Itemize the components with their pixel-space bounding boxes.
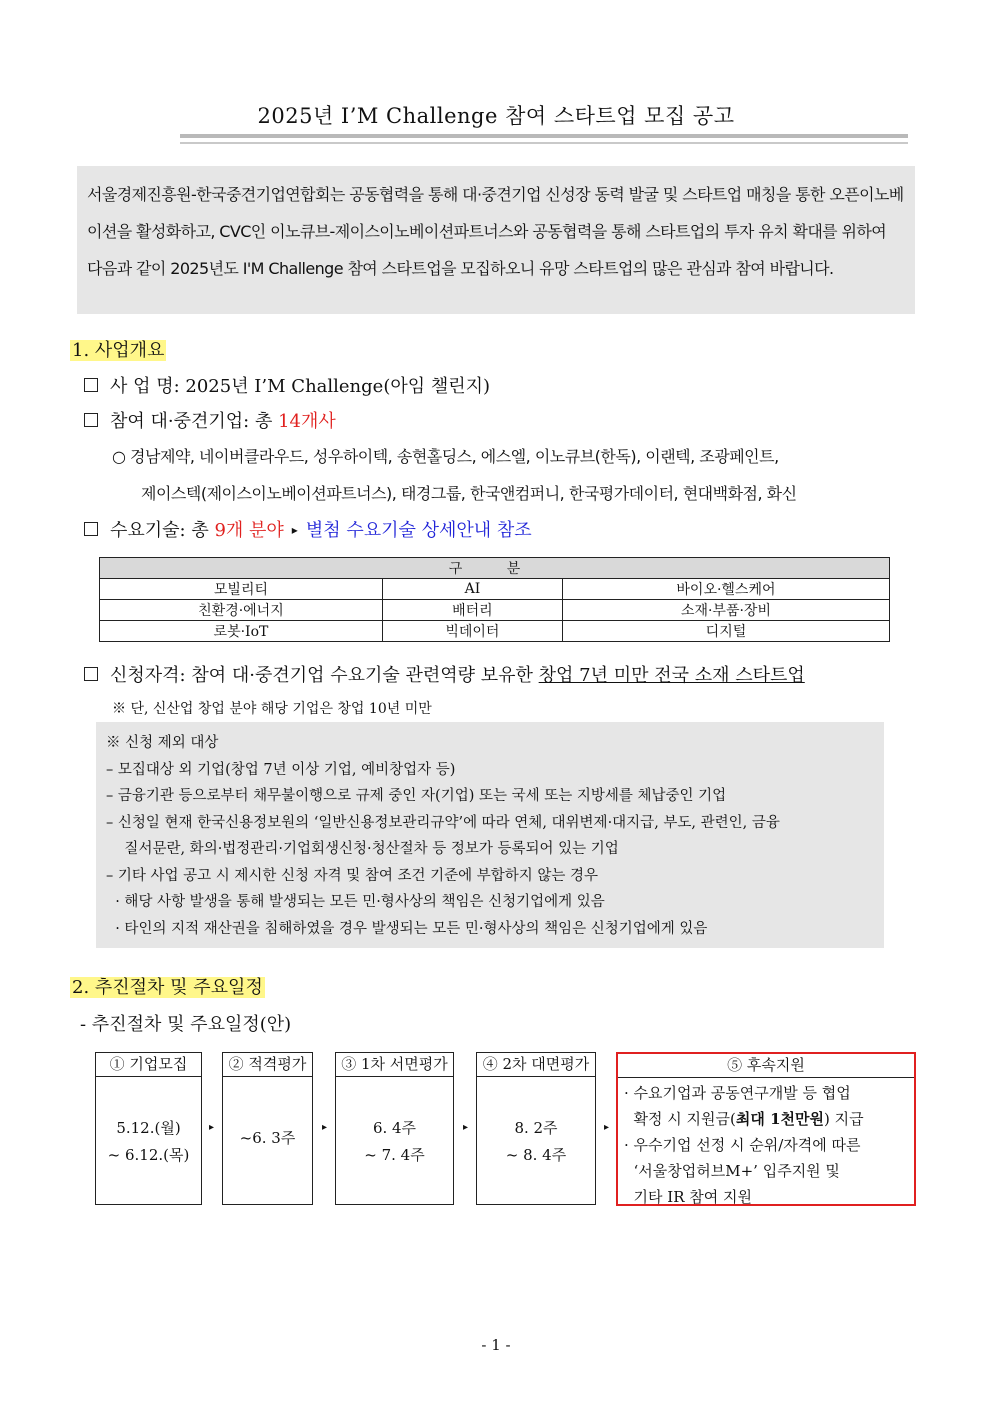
table-cell: 친환경·에너지 — [100, 600, 383, 621]
step-line: ~6. 3주 — [239, 1129, 296, 1147]
eligibility-row — [84, 661, 805, 687]
table-cell: 바이오·헬스케어 — [562, 579, 889, 600]
exclusion-item: · 타인의 지적 재산권을 침해하였을 경우 발생되는 모든 민·형사상의 책임은 신청기업에게 있음 — [106, 920, 708, 937]
companies-label: 참여 대·중견기업: 총 — [110, 411, 279, 432]
exclusion-item: – 금융기관 등으로부터 채무불이행으로 규제 중인 자(기업) 또는 국세 또는 지방세를 체납중인 기업 — [106, 788, 727, 804]
step-head: ⑤ 후속지원 — [618, 1054, 914, 1078]
arrow-right-icon: ▸ — [209, 1122, 215, 1133]
checkbox-square-icon — [84, 667, 98, 681]
step-follow-up-support — [616, 1052, 916, 1206]
step-recruit — [95, 1052, 202, 1205]
arrow-right-icon: ▸ — [291, 523, 298, 537]
step-line: ~ 6.12.(목) — [107, 1146, 190, 1164]
arrow-right-icon: ▸ — [463, 1122, 469, 1133]
title-rule-thin — [180, 142, 908, 144]
step-head: ① 기업모집 — [96, 1053, 201, 1077]
table-row — [100, 600, 890, 621]
section2-heading — [70, 973, 265, 999]
schedule-subheading: - 추진절차 및 주요일정(안) — [80, 1014, 292, 1035]
eligibility-label: 신청자격: 참여 대·중견기업 수요기술 관련역량 보유한 — [110, 665, 539, 686]
support-line: ‘서울창업허브M+’ 입주지원 및 — [624, 1162, 840, 1180]
support-line-funding — [624, 1106, 914, 1132]
support-line: · 수요기업과 공동연구개발 등 협업 — [624, 1084, 851, 1102]
step-interview — [476, 1052, 596, 1205]
section2-heading-text: 2. 추진절차 및 주요일정 — [72, 977, 263, 998]
page-number: - 1 - — [481, 1336, 511, 1354]
exclusion-item: ※ 신청 제외 대상 — [106, 735, 219, 751]
exclusion-item: · 해당 사항 발생을 통해 발생되는 모든 민·형사상의 책임은 신청기업에게 있음 — [106, 894, 605, 910]
companies-list-line2: 제이스텍(제이스이노베이션파트너스), 태경그룹, 한국앤컴퍼니, 한국평가데이터, 현대백화점, 화신 — [141, 484, 797, 503]
checkbox-square-icon — [84, 522, 98, 536]
step-document-review — [335, 1052, 454, 1205]
companies-row — [84, 407, 336, 433]
companies-list-line1: ○ 경남제약, 네이버클라우드, 성우하이텍, 송현홀딩스, 에스엘, 이노큐브(한독), 이랜텍, 조광페인트, — [112, 447, 779, 466]
checkbox-square-icon — [84, 378, 98, 392]
step-head: ③ 1차 서면평가 — [336, 1053, 453, 1077]
tech-row — [84, 516, 532, 542]
tech-count: 9개 분야 — [214, 520, 284, 541]
intro-paragraph: 서울경제진흥원-한국중견기업연합회는 공동협력을 통해 대·중견기업 신성장 동력 발굴 및 스타트업 매칭을 통한 오픈이노베이션을 활성화하고, CVC인 이노큐브-제이스이노베이션파트너스와 공동협력을 통해 스타트업의 투자 유치 확대를 위하여 다음과 같이 2025년도 I'M Challenge 참여 스타트업을 모집하오니 유망 스타트업의 많은 관심과 참여 바랍니다. — [77, 166, 915, 314]
companies-count: 14개사 — [278, 411, 336, 432]
table-row — [100, 621, 890, 642]
support-line: · 우수기업 선정 시 순위/자격에 따른 — [624, 1136, 861, 1154]
tech-fields-table — [99, 557, 890, 642]
table-cell: 소재·부품·장비 — [562, 600, 889, 621]
table-cell: 디지털 — [562, 621, 889, 642]
step-line: 8. 2주 — [514, 1119, 558, 1137]
step-line: 5.12.(월) — [116, 1119, 181, 1137]
table-header: 구 분 — [100, 558, 890, 579]
title-rule — [180, 134, 908, 138]
step-line: ~ 8. 4주 — [505, 1146, 567, 1164]
tech-reference: 별첨 수요기술 상세안내 참조 — [305, 520, 532, 541]
step-head: ② 적격평가 — [223, 1053, 312, 1077]
arrow-right-icon: ▸ — [604, 1122, 610, 1133]
section1-heading-text: 1. 사업개요 — [72, 340, 165, 361]
table-cell: 로봇·IoT — [100, 621, 383, 642]
checkbox-square-icon — [84, 413, 98, 427]
exclusion-item: – 신청일 현재 한국신용정보원의 ‘일반신용정보관리규약’에 따라 연체, 대위변제·대지급, 부도, 관련인, 금융 — [106, 814, 780, 831]
arrow-right-icon: ▸ — [322, 1122, 328, 1133]
page-title: 2025년 I’M Challenge 참여 스타트업 모집 공고 — [257, 104, 735, 128]
exclusion-item: – 모집대상 외 기업(창업 7년 이상 기업, 예비창업자 등) — [106, 761, 456, 778]
support-text: ) 지급 — [824, 1110, 864, 1128]
step-line: ~ 7. 4주 — [364, 1146, 425, 1164]
table-row — [100, 579, 890, 600]
step-eligibility — [222, 1052, 313, 1205]
tech-label: 수요기술: 총 — [110, 520, 215, 541]
project-name: 사 업 명: 2025년 I’M Challenge(아임 챌린지) — [110, 376, 491, 397]
project-name-row — [84, 372, 490, 398]
exclusion-item: – 기타 사업 공고 시 제시한 신청 자격 및 참여 조건 기준에 부합하지 않는 경우 — [106, 867, 598, 884]
section1-heading — [70, 336, 166, 362]
support-line: 기타 IR 참여 지원 — [624, 1188, 753, 1206]
table-cell: 빅데이터 — [382, 621, 562, 642]
support-text: 확정 시 지원금( — [624, 1110, 736, 1128]
step-line: 6. 4주 — [372, 1119, 417, 1137]
exclusions-box — [96, 722, 884, 948]
support-amount: 최대 1천만원 — [735, 1110, 824, 1128]
table-cell: 배터리 — [382, 600, 562, 621]
eligibility-highlight: 창업 7년 미만 전국 소재 스타트업 — [538, 665, 805, 686]
table-cell: AI — [382, 579, 562, 600]
step-head: ④ 2차 대면평가 — [477, 1053, 595, 1077]
eligibility-note: ※ 단, 신산업 창업 분야 해당 기업은 창업 10년 미만 — [112, 701, 432, 717]
exclusion-item: 질서문란, 화의·법정관리·기업회생신청·청산절차 등 정보가 등록되어 있는 기업 — [106, 841, 619, 857]
table-cell: 모빌리티 — [100, 579, 383, 600]
